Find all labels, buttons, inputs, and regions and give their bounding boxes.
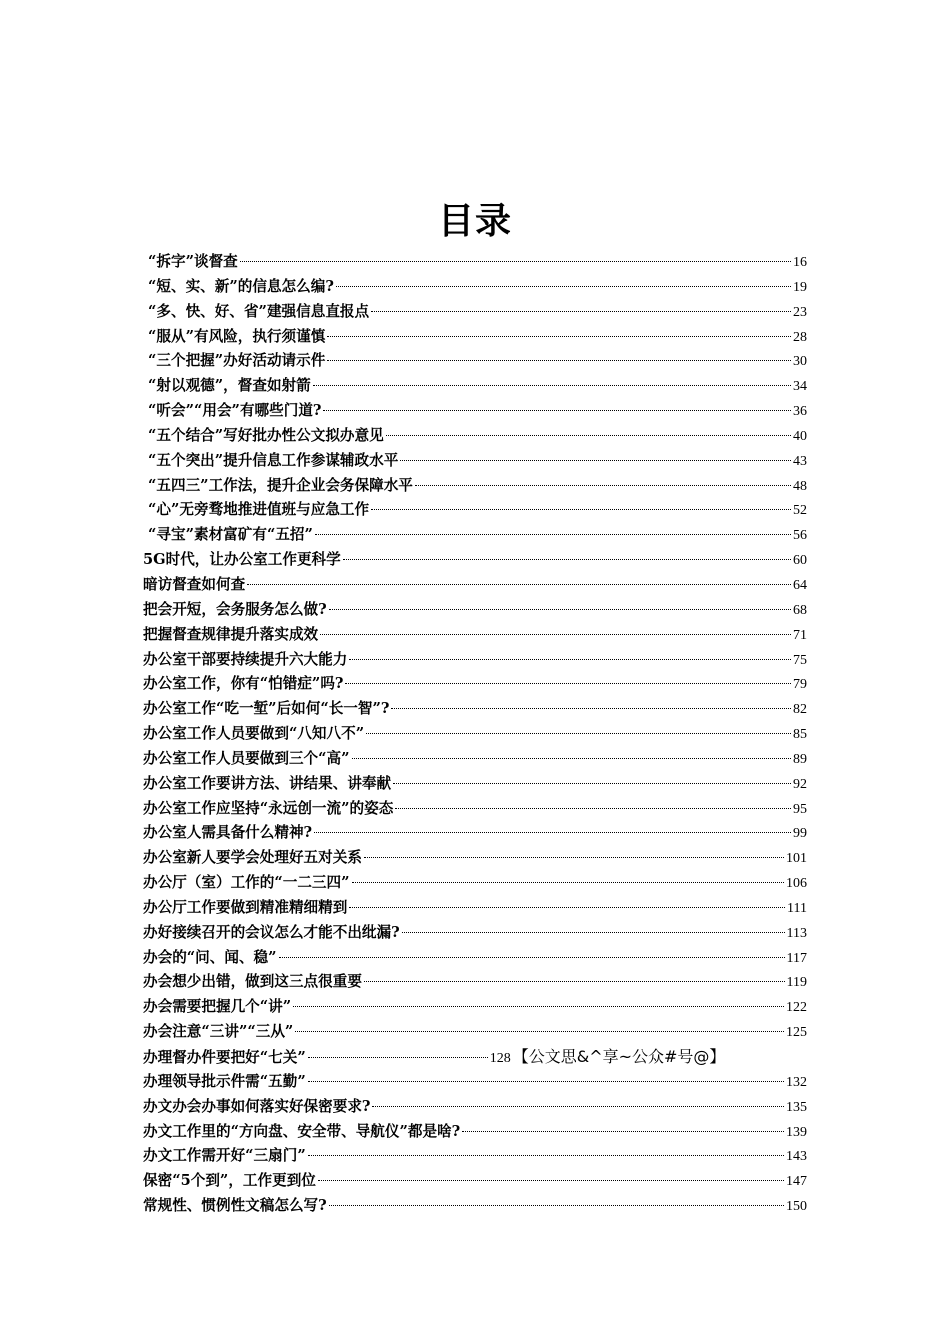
dot-leader bbox=[364, 857, 784, 858]
toc-entry[interactable] bbox=[143, 747, 807, 772]
toc-entry-page: 132 bbox=[786, 1074, 807, 1090]
dot-leader bbox=[308, 1057, 488, 1058]
toc-entry[interactable] bbox=[143, 1144, 807, 1169]
toc-entry[interactable] bbox=[143, 921, 807, 946]
toc-entry-page: 34 bbox=[793, 379, 807, 395]
toc-entry[interactable] bbox=[143, 1070, 807, 1095]
toc-entry-title: 常规性、惯例性文稿怎么写? bbox=[143, 1197, 327, 1215]
toc-entry-title: “听会”“用会”有哪些门道? bbox=[148, 402, 322, 420]
toc-entry-page: 128 bbox=[489, 1051, 511, 1066]
toc-entry-page: 106 bbox=[786, 876, 807, 892]
toc-entry[interactable] bbox=[143, 946, 807, 971]
toc-entry-page: 71 bbox=[793, 627, 807, 643]
toc-entry-title: 办公室工作人员要做到“八知八不” bbox=[143, 725, 365, 743]
toc-entry-title: 办理领导批示件需“五勤” bbox=[143, 1072, 306, 1090]
toc-entry-page: 111 bbox=[787, 900, 807, 916]
toc-entry-page: 28 bbox=[793, 329, 807, 345]
toc-entry[interactable] bbox=[143, 474, 807, 499]
toc-entry-title: 办公室干部要持续提升六大能力 bbox=[143, 650, 348, 668]
toc-entry-title: 办会注意“三讲”“三从” bbox=[143, 1023, 294, 1041]
dot-leader bbox=[393, 783, 791, 784]
toc-entry[interactable] bbox=[143, 1095, 807, 1120]
toc-entry[interactable] bbox=[143, 424, 807, 449]
toc-entry-title: 5G时代，让办公室工作更科学 bbox=[143, 551, 341, 569]
toc-entry[interactable] bbox=[143, 275, 807, 300]
toc-entry-page: 36 bbox=[793, 404, 807, 420]
dot-leader bbox=[323, 410, 791, 411]
dot-leader bbox=[247, 584, 791, 585]
dot-leader bbox=[279, 957, 785, 958]
dot-leader bbox=[318, 1180, 784, 1181]
toc-entry-page: 125 bbox=[786, 1025, 807, 1041]
dot-leader bbox=[327, 360, 791, 361]
dot-leader bbox=[371, 509, 791, 510]
toc-entry[interactable] bbox=[143, 399, 807, 424]
toc-entry-title: 办文工作里的“方向盘、安全带、导航仪”都是啥? bbox=[143, 1122, 461, 1140]
toc-entry[interactable] bbox=[143, 449, 807, 474]
toc-entry[interactable] bbox=[143, 374, 807, 399]
toc-entry-page: 143 bbox=[786, 1149, 807, 1165]
toc-entry-page: 122 bbox=[786, 1000, 807, 1016]
toc-entry[interactable] bbox=[143, 1194, 807, 1219]
toc-entry-page: 85 bbox=[793, 727, 807, 743]
toc-entry-page: 119 bbox=[786, 975, 807, 991]
toc-entry-title: 办公室工作要讲方法、讲结果、讲奉献 bbox=[143, 774, 392, 792]
toc-entry-title: 办会的“问、闻、稳” bbox=[143, 948, 277, 966]
dot-leader bbox=[293, 1006, 784, 1007]
toc-entry-title: “三个把握”办好活动请示件 bbox=[148, 352, 326, 370]
toc-entry[interactable] bbox=[143, 598, 807, 623]
toc-entry[interactable] bbox=[143, 1045, 807, 1070]
toc-entry-page: 82 bbox=[793, 702, 807, 718]
toc-entry[interactable] bbox=[143, 648, 807, 673]
dot-leader bbox=[415, 485, 791, 486]
dot-leader bbox=[400, 460, 791, 461]
toc-entry-page: 150 bbox=[786, 1199, 807, 1215]
toc-entry-title: 办公室工作，你有“怕错症”吗? bbox=[143, 675, 344, 693]
toc-entry[interactable] bbox=[143, 349, 807, 374]
dot-leader bbox=[320, 634, 791, 635]
toc-entry[interactable] bbox=[143, 573, 807, 598]
toc-entry-page: 79 bbox=[793, 677, 807, 693]
toc-entry-title: 办文办会办事如何落实好保密要求? bbox=[143, 1097, 371, 1115]
toc-entry-title: 办会想少出错，做到这三点很重要 bbox=[143, 973, 362, 991]
toc-entry[interactable] bbox=[143, 846, 807, 871]
toc-entry-page: 89 bbox=[793, 751, 807, 767]
toc-entry[interactable] bbox=[143, 697, 807, 722]
toc-entry-title: 把握督查规律提升落实成效 bbox=[143, 625, 319, 643]
dot-leader bbox=[352, 758, 791, 759]
toc-entry-page: 48 bbox=[793, 478, 807, 494]
toc-heading: 目录 bbox=[437, 201, 512, 242]
toc-entry-page: 147 bbox=[786, 1174, 807, 1190]
toc-entry-page: 16 bbox=[793, 255, 807, 270]
toc-entry-title: 办公室工作“吃一堑”后如何“长一智”? bbox=[143, 700, 390, 718]
dot-leader bbox=[402, 932, 785, 933]
dot-leader bbox=[343, 559, 791, 560]
toc-entry-page: 43 bbox=[793, 453, 807, 469]
toc-entry-title: “服从”有风险，执行须谨慎 bbox=[148, 327, 326, 345]
dot-leader bbox=[314, 832, 791, 833]
toc-entry-page: 56 bbox=[793, 528, 807, 544]
toc-entry[interactable] bbox=[143, 548, 807, 573]
dot-leader bbox=[327, 336, 791, 337]
toc-entry[interactable] bbox=[143, 498, 807, 523]
toc-entry-page: 23 bbox=[793, 304, 807, 320]
toc-entry[interactable] bbox=[143, 896, 807, 921]
toc-entry[interactable] bbox=[143, 722, 807, 747]
toc-entry-page: 95 bbox=[793, 801, 807, 817]
toc-entry[interactable] bbox=[143, 871, 807, 896]
toc-entry-title: “短、实、新”的信息怎么编? bbox=[148, 277, 334, 295]
dot-leader bbox=[315, 534, 791, 535]
toc-entry-page: 113 bbox=[786, 925, 807, 941]
dot-leader bbox=[329, 609, 791, 610]
toc-entry-page: 19 bbox=[793, 279, 807, 295]
dot-leader bbox=[308, 1155, 784, 1156]
dot-leader bbox=[372, 1106, 784, 1107]
toc-entry[interactable] bbox=[143, 821, 807, 846]
toc-entry[interactable] bbox=[143, 250, 807, 275]
toc-entry-page: 75 bbox=[793, 652, 807, 668]
toc-entry-page: 60 bbox=[793, 553, 807, 569]
dot-leader bbox=[462, 1131, 784, 1132]
toc-entry[interactable] bbox=[143, 797, 807, 822]
toc-entry-title: “五四三”工作法，提升企业会务保障水平 bbox=[148, 476, 413, 494]
toc-entry-title: 办公室工作人员要做到三个“高” bbox=[143, 749, 350, 767]
toc-entry[interactable] bbox=[143, 325, 807, 350]
toc-entry-page: 68 bbox=[793, 602, 807, 618]
dot-leader bbox=[349, 907, 785, 908]
toc-entry-title: 办理督办件要把好“七关” bbox=[143, 1049, 306, 1066]
toc-entry[interactable] bbox=[143, 1020, 807, 1045]
toc-entry-page: 64 bbox=[793, 577, 807, 593]
toc-entry-page: 30 bbox=[793, 354, 807, 370]
watermark-note: 【公文思&^享~公众#号@】 bbox=[512, 1047, 726, 1066]
toc-entry-title: 暗访督查如何查 bbox=[143, 575, 246, 593]
dot-leader bbox=[391, 708, 791, 709]
toc-entry[interactable] bbox=[143, 1169, 807, 1194]
toc-entry-title: 办好接续召开的会议怎么才能不出纰漏? bbox=[143, 923, 400, 941]
table-of-contents bbox=[143, 250, 807, 1219]
toc-entry-title: “五个结合”写好批办性公文拟办意见 bbox=[148, 426, 384, 444]
toc-entry-title: 把会开短，会务服务怎么做? bbox=[143, 600, 327, 618]
dot-leader bbox=[295, 1031, 784, 1032]
toc-entry[interactable] bbox=[143, 623, 807, 648]
dot-leader bbox=[371, 311, 791, 312]
toc-entry-title: 办公室新人要学会处理好五对关系 bbox=[143, 849, 362, 867]
toc-entry[interactable] bbox=[143, 995, 807, 1020]
dot-leader bbox=[349, 659, 791, 660]
toc-entry-page: 135 bbox=[786, 1099, 807, 1115]
dot-leader bbox=[308, 1081, 784, 1082]
dot-leader bbox=[329, 1205, 784, 1206]
toc-entry[interactable] bbox=[143, 970, 807, 995]
dot-leader bbox=[352, 882, 784, 883]
toc-entry-title: 办公厅工作要做到精准精细精到 bbox=[143, 898, 348, 916]
toc-entry-title: “拆字”谈督查 bbox=[148, 253, 238, 270]
toc-entry-title: 办公厅（室）工作的“一二三四” bbox=[143, 874, 350, 892]
toc-entry[interactable] bbox=[143, 1120, 807, 1145]
dot-leader bbox=[313, 385, 791, 386]
dot-leader bbox=[336, 286, 791, 287]
toc-entry-page: 101 bbox=[786, 851, 807, 867]
toc-entry-page: 52 bbox=[793, 503, 807, 519]
toc-entry-title: 办公室人需具备什么精神? bbox=[143, 824, 313, 842]
toc-entry-title: “五个突出”提升信息工作参谋辅政水平 bbox=[148, 451, 399, 469]
toc-entry[interactable] bbox=[143, 523, 807, 548]
toc-entry-title: 办文工作需开好“三扇门” bbox=[143, 1147, 306, 1165]
toc-entry-page: 117 bbox=[786, 950, 807, 966]
toc-entry-title: 办公室工作应坚持“永远创一流”的姿态 bbox=[143, 799, 394, 817]
toc-entry-title: “心”无旁骛地推进值班与应急工作 bbox=[148, 501, 370, 519]
toc-entry-title: 保密“5个到”，工作更到位 bbox=[143, 1172, 316, 1190]
dot-leader bbox=[364, 981, 785, 982]
toc-entry-page: 99 bbox=[793, 826, 807, 842]
toc-entry[interactable] bbox=[143, 300, 807, 325]
dot-leader bbox=[386, 435, 791, 436]
toc-entry-title: “多、快、好、省”建强信息直报点 bbox=[148, 302, 370, 320]
dot-leader bbox=[240, 261, 791, 262]
toc-entry-page: 139 bbox=[786, 1124, 807, 1140]
toc-entry[interactable] bbox=[143, 772, 807, 797]
toc-entry-title: 办会需要把握几个“讲” bbox=[143, 998, 292, 1016]
toc-entry-title: “寻宝”素材富矿有“五招” bbox=[148, 526, 313, 544]
toc-entry-page: 92 bbox=[793, 776, 807, 792]
dot-leader bbox=[345, 683, 791, 684]
dot-leader bbox=[395, 808, 791, 809]
toc-entry-page: 40 bbox=[793, 428, 807, 444]
toc-entry-title: “射以观德”，督查如射箭 bbox=[148, 377, 311, 395]
dot-leader bbox=[366, 733, 791, 734]
toc-entry[interactable] bbox=[143, 672, 807, 697]
